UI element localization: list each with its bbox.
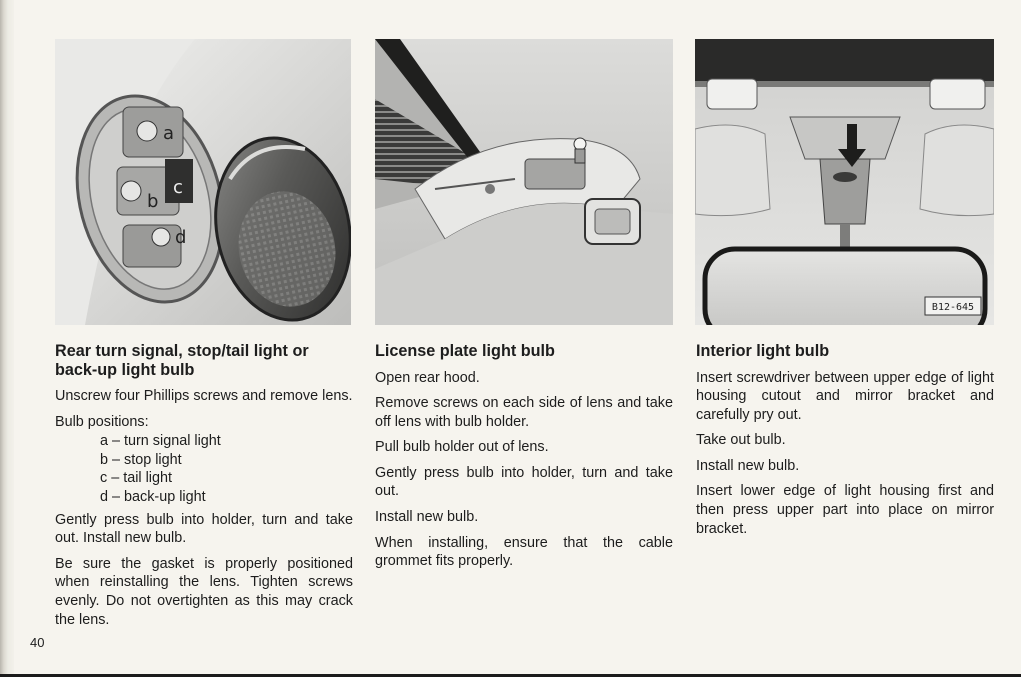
page-binding-edge [0,0,14,677]
list-item: c – tail light [100,470,172,487]
interior-light-step-2: Take out bulb. [696,432,786,449]
list-item: b – stop light [100,451,182,468]
bulb-label-a: a [163,123,175,144]
bulb-label-c: c [173,177,183,198]
license-plate-step-3: Pull bulb holder out of lens. [375,439,549,456]
license-plate-step-5: Install new bulb. [375,509,479,526]
interior-light-title: Interior light bulb [696,342,830,360]
bulb-positions-list [100,432,353,506]
license-plate-step-2: Remove screws on each side of lens and take off lens with bulb holder. [375,395,673,430]
license-plate-title: License plate light bulb [375,342,555,360]
figure-code: B12-645 [931,302,975,313]
license-plate-section [375,342,673,578]
rear-light-title: Rear turn signal, stop/tail light or back-up light bulb [55,342,309,379]
rear-light-step-2: Gently press bulb into holder, turn and take out. Install new bulb. [55,511,353,547]
license-plate-light-photo [375,39,673,325]
rear-light-photo [55,39,351,325]
license-plate-step-1: Open rear hood. [375,369,480,386]
bulb-positions-label: Bulb positions: [55,413,149,430]
interior-light-photo [695,39,994,325]
rear-light-section [55,342,353,636]
interior-light-step-3: Install new bulb. [696,457,800,474]
license-plate-step-4: Gently press bulb into holder, turn and take out. [375,464,673,500]
interior-light-step-4: Insert lower edge of light housing first and then press upper part into place on mirror bracket. [696,483,994,537]
bulb-label-d: d [175,227,187,248]
interior-light-step-1: Insert screwdriver between upper edge of light housing cutout and mirror bracket and carefully pry out. [696,369,994,423]
rear-light-step-3: Be sure the gasket is properly positioned when reinstalling the lens. Tighten screws evenly. Do not overtighten as this may crack the lens. [55,555,353,628]
list-item: a – turn signal light [100,433,221,450]
page-number: 40 [30,635,45,650]
interior-light-section [696,342,994,545]
list-item: d – back-up light [100,488,206,505]
rear-light-step-1: Unscrew four Phillips screws and remove lens. [55,388,353,404]
bulb-label-b: b [147,191,159,212]
license-plate-step-6: When installing, ensure that the cable grommet fits properly. [375,534,673,570]
